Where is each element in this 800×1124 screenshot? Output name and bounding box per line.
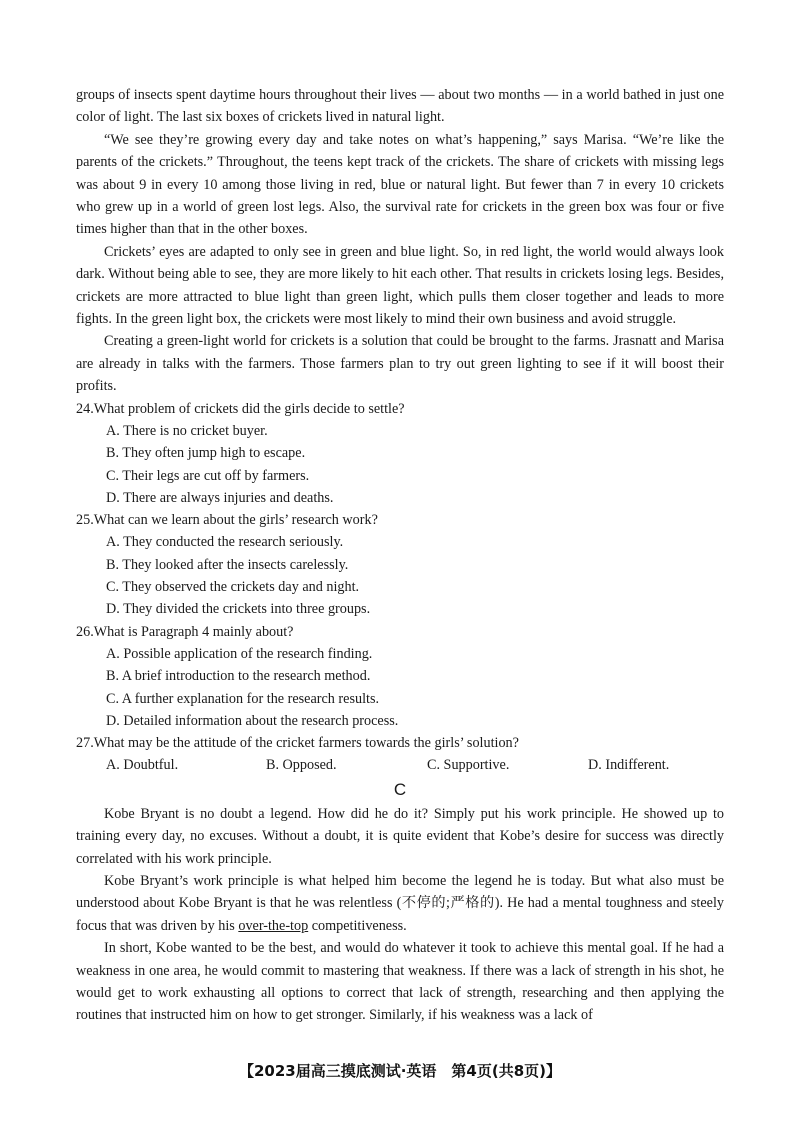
paragraph-text: Kobe Bryant’s work principle is what helped him become the legend he is today. But what also must be understood about Kobe Bryant is that he was relentless (不停的;严格的). He had a mental toughness and steely focus that was driven by his [76,872,724,934]
option-a: A. They conducted the research seriously. [106,534,344,551]
passage-b-paragraph-3: Crickets’ eyes are adapted to only see in green and blue light. So, in red light, the world would always look dark. Without being able to see, they are more likely to hit each other. That results in crickets losing legs. Besides, crickets are more attracted to blue light than green light, which pulls them closer together and leads to more fights. In the green light box, the crickets were most likely to mind their own business and avoid struggle. [76,243,724,328]
option-b: B. They often jump high to escape. [106,445,306,462]
question-stem: 25.What can we learn about the girls’ research work? [76,512,378,529]
passage-b-paragraph-2: “We see they’re growing every day and take notes on what’s happening,” says Marisa. “We’re like the parents of the crickets.” Throughout, the teens kept track of the crickets. The share of crickets with missing legs was about 9 in every 10 among those living in red, blue or natural light. But fewer than 7 in every 10 crickets who grew up in a world of green lost legs. Also, the survival rate for crickets in the green box was four or five times higher than that in the other boxes. [76,131,724,238]
passage-b-paragraph-4: Creating a green-light world for crickets is a solution that could be brought to the farms. Jrasnatt and Marisa are already in talks with the farmers. Those farmers plan to try out green lighting to see if it will boost their profits. [76,333,724,395]
option-d: D. Detailed information about the research process. [106,712,399,729]
option-a: A. Possible application of the research finding. [106,645,373,662]
question-stem: 27.What may be the attitude of the cricket farmers towards the girls’ solution? [76,735,519,752]
option-c: C. A further explanation for the research results. [106,690,380,707]
question-27 [76,732,724,777]
question-26 [76,621,724,732]
paragraph-text: competitiveness. [308,917,407,934]
option-d: D. They divided the crickets into three groups. [106,601,371,618]
option-a: A. Doubtful. [106,757,179,774]
passage-c-paragraph-3: In short, Kobe wanted to be the best, and would do whatever it took to achieve this mental goal. If he had a weakness in one area, he would commit to mastering that weakness. If there was a lack of strength in his shot, he would get to work exhausting all options to correct that lack of strength, researching and then applying the routines that instructed him on how to get stronger. Similarly, if his weakness was a lack of [76,940,724,1024]
option-b: B. They looked after the insects carelessly. [106,556,349,573]
option-d: D. There are always injuries and deaths. [106,489,334,506]
question-25 [76,509,724,620]
option-c: C. They observed the crickets day and night. [106,579,360,596]
options-row [76,754,724,776]
question-stem: 26.What is Paragraph 4 mainly about? [76,623,294,640]
passage-c-paragraph-2 [76,870,724,937]
question-24 [76,398,724,509]
option-d: D. Indifferent. [588,757,670,774]
question-stem: 24.What problem of crickets did the girls decide to settle? [76,400,405,417]
underlined-phrase: over-the-top [238,917,309,934]
section-c-heading: C [393,779,407,799]
option-a: A. There is no cricket buyer. [106,422,268,439]
option-c: C. Their legs are cut off by farmers. [106,467,310,484]
passage-c-paragraph-1: Kobe Bryant is no doubt a legend. How did he do it? Simply put his work principle. He showed up to training every day, no excuses. Without a doubt, it is quite evident that Kobe’s desire for success was directly correlated with his work principle. [76,805,724,867]
option-b: B. Opposed. [266,757,337,774]
exam-page [76,84,724,1027]
option-c: C. Supportive. [427,757,510,774]
page-footer: 【2023届高三摸底测试·英语 第4页(共8页)】 [238,1062,562,1080]
option-b: B. A brief introduction to the research method. [106,668,371,685]
passage-b-paragraph-1-end: groups of insects spent daytime hours throughout their lives — about two months — in a world bathed in just one color of light. The last six boxes of crickets lived in natural light. [76,87,724,126]
